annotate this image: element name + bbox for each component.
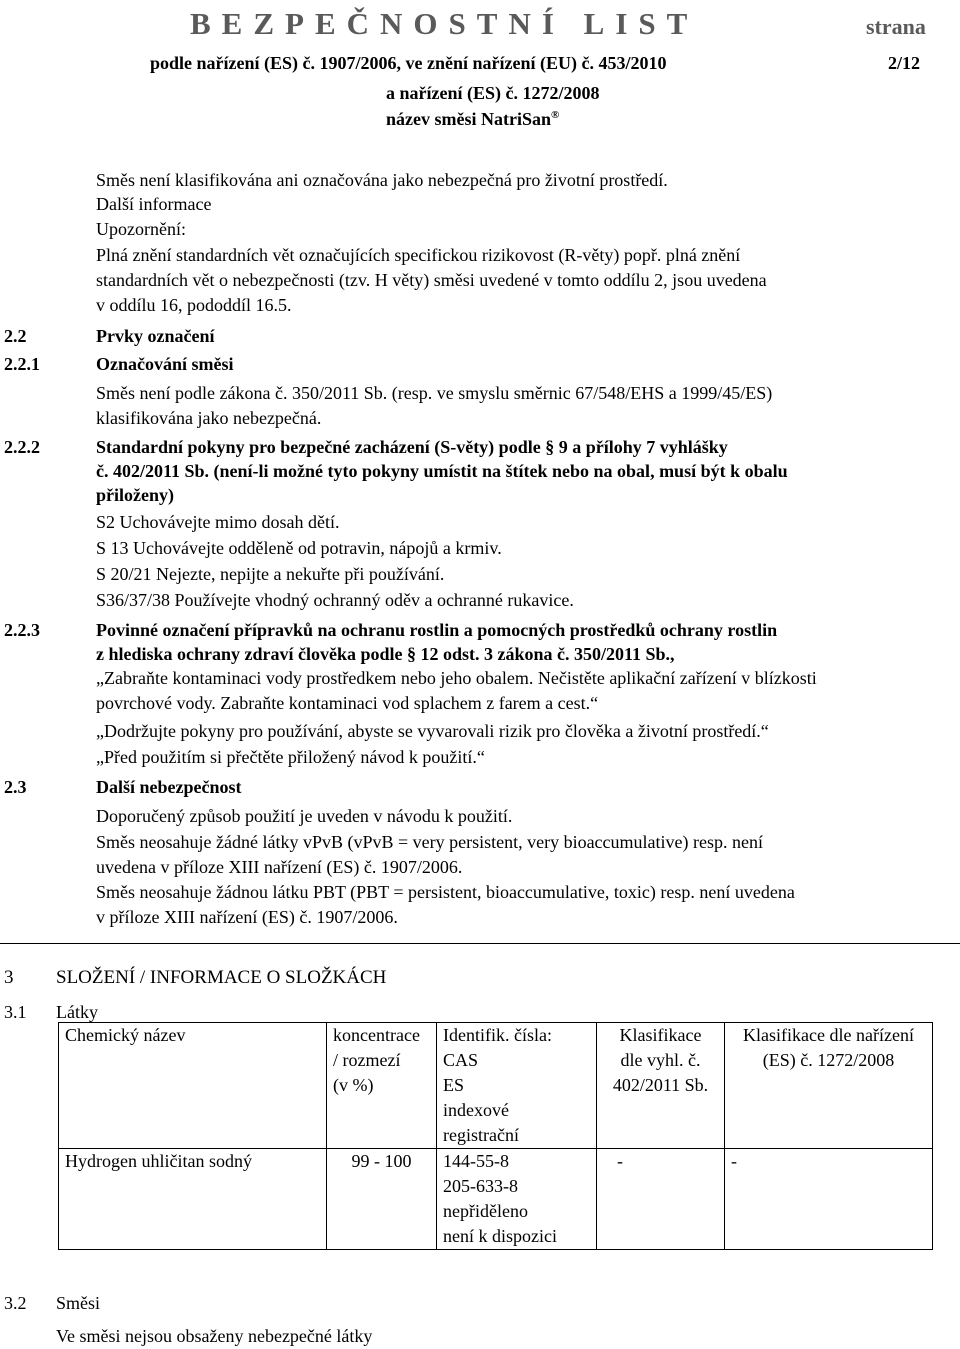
col-concentration xyxy=(327,1023,437,1149)
col-classification-402 xyxy=(597,1023,725,1149)
section-title: Standardní pokyny pro bezpečné zacházení (S-věty) podle § 9 a přílohy 7 vyhlášky xyxy=(96,437,728,457)
cell-text: 205-633-8 xyxy=(443,1176,518,1196)
header-cell-text: (v %) xyxy=(333,1075,374,1095)
table-header-row xyxy=(59,1023,933,1149)
s-phrase: S 20/21 Nejezte, nepijte a nekuřte při používání. xyxy=(96,564,445,584)
section-divider xyxy=(0,943,960,944)
text-line: klasifikována jako nebezpečná. xyxy=(96,408,322,428)
section-heading: SLOŽENÍ / INFORMACE O SLOŽKÁCH xyxy=(56,967,387,988)
header-cell-text: indexové xyxy=(443,1100,509,1120)
text-line: v příloze XIII nařízení (ES) č. 1907/2006. xyxy=(96,907,398,927)
header-cell-text: Klasifikace xyxy=(619,1025,702,1045)
section-title: Prvky označení xyxy=(96,326,215,346)
cell-classification-1272 xyxy=(725,1149,933,1250)
text-line: Doporučený způsob použití je uveden v návodu k použití. xyxy=(96,806,513,826)
text-line: „Před použitím si přečtěte přiložený návod k použití.“ xyxy=(96,747,485,767)
cell-text: nepřiděleno xyxy=(443,1201,528,1221)
text-line: Upozornění: xyxy=(96,219,186,239)
cell-classification-402 xyxy=(597,1149,725,1250)
section-number: 2.2.1 xyxy=(4,354,40,374)
text-line: standardních vět o nebezpečnosti (tzv. H věty) směsi uvedené v tomto oddílu 2, jsou uvedena xyxy=(96,270,767,290)
cell-text: není k dispozici xyxy=(443,1226,557,1246)
header-cell-text: Chemický název xyxy=(65,1025,186,1045)
text-line: Směs neosahuje žádnou látku PBT (PBT = persistent, bioaccumulative, toxic) resp. není uvedena xyxy=(96,882,795,902)
text-line: Plná znění standardních vět označujících specifickou rizikovost (R-věty) popř. plná znění xyxy=(96,245,741,265)
header-cell-text: Klasifikace dle nařízení xyxy=(743,1025,914,1045)
section-title: č. 402/2011 Sb. (není-li možné tyto pokyny umístit na štítek nebo na obal, musí být k obalu xyxy=(96,461,788,481)
subheading: Další informace xyxy=(96,194,212,214)
regulation-line-2: a nařízení (ES) č. 1272/2008 xyxy=(386,83,600,103)
text-line: „Dodržujte pokyny pro používání, abyste se vyvarovali rizik pro člověka a životní prostředí.“ xyxy=(96,721,769,741)
col-identifiers xyxy=(437,1023,597,1149)
text-line: Ve směsi nejsou obsaženy nebezpečné látky xyxy=(56,1326,373,1346)
section-title: z hlediska ochrany zdraví člověka podle § 12 odst. 3 zákona č. 350/2011 Sb., xyxy=(96,644,675,664)
cell-chemical-name xyxy=(59,1149,327,1250)
header-cell-text: Identifik. čísla: xyxy=(443,1025,552,1045)
section-number: 3 xyxy=(4,967,14,988)
header-cell-text: 402/2011 Sb. xyxy=(612,1075,709,1095)
s-phrase: S 13 Uchovávejte odděleně od potravin, nápojů a krmiv. xyxy=(96,538,502,558)
page-label: strana xyxy=(866,14,926,39)
header-cell-text: CAS xyxy=(443,1050,479,1070)
header-cell-text: koncentrace xyxy=(333,1025,420,1045)
mixture-name-text: název směsi NatriSan xyxy=(386,109,551,129)
regulation-line: podle nařízení (ES) č. 1907/2006, ve znění nařízení (EU) č. 453/2010 xyxy=(150,53,667,73)
cell-identifiers xyxy=(437,1149,597,1250)
substances-table xyxy=(58,1022,933,1250)
text-line: uvedena v příloze XIII nařízení (ES) č. 1907/2006. xyxy=(96,857,463,877)
header-cell-text: ES xyxy=(443,1075,465,1095)
header-cell-text: registrační xyxy=(443,1125,519,1145)
cell-text: 99 - 100 xyxy=(351,1151,412,1171)
section-number: 2.2.3 xyxy=(4,620,40,640)
section-number: 2.3 xyxy=(4,777,27,797)
text-line: povrchové vody. Zabraňte kontaminaci vod splachem z farem a cest.“ xyxy=(96,693,599,713)
header-cell-text: (ES) č. 1272/2008 xyxy=(762,1050,895,1070)
section-title: Další nebezpečnost xyxy=(96,777,242,797)
text-line: „Zabraňte kontaminaci vody prostředkem nebo jeho obalem. Nečistěte aplikační zařízení v blízkosti xyxy=(96,668,817,688)
section-title: Označování směsi xyxy=(96,354,234,374)
section-title: Směsi xyxy=(56,1293,101,1313)
text-line: Směs není klasifikována ani označována jako nebezpečná pro životní prostředí. xyxy=(96,170,668,190)
col-classification-1272 xyxy=(725,1023,933,1149)
s-phrase: S36/37/38 Používejte vhodný ochranný oděv a ochranné rukavice. xyxy=(96,590,574,610)
text-line: Směs neosahuje žádné látky vPvB (vPvB = very persistent, very bioaccumulative) resp. není xyxy=(96,832,763,852)
cell-text: - xyxy=(617,1151,623,1171)
section-title: Látky xyxy=(56,1002,98,1022)
page-number: 2/12 xyxy=(888,53,921,73)
cell-text: - xyxy=(731,1151,737,1171)
section-number: 2.2.2 xyxy=(4,437,40,457)
cell-text: 144-55-8 xyxy=(443,1151,509,1171)
text-line: Směs není podle zákona č. 350/2011 Sb. (resp. ve smyslu směrnic 67/548/EHS a 1999/45/ES) xyxy=(96,383,773,403)
registered-mark: ® xyxy=(551,109,560,121)
header-cell-text: / rozmezí xyxy=(333,1050,401,1070)
header-cell-text: dle vyhl. č. xyxy=(620,1050,701,1070)
section-number: 2.2 xyxy=(4,326,27,346)
document-title: BEZPEČNOSTNÍ LIST xyxy=(190,6,699,41)
mixture-name xyxy=(386,106,559,132)
cell-text: Hydrogen uhličitan sodný xyxy=(65,1151,252,1171)
s-phrase: S2 Uchovávejte mimo dosah dětí. xyxy=(96,512,340,532)
cell-concentration xyxy=(327,1149,437,1250)
table-row xyxy=(59,1149,933,1250)
text-line: v oddílu 16, pododdíl 16.5. xyxy=(96,295,292,315)
section-title: přiloženy) xyxy=(96,485,174,505)
section-title: Povinné označení přípravků na ochranu rostlin a pomocných prostředků ochrany rostlin xyxy=(96,620,778,640)
section-number: 3.2 xyxy=(4,1293,27,1313)
section-number: 3.1 xyxy=(4,1002,27,1022)
col-chemical-name xyxy=(59,1023,327,1149)
